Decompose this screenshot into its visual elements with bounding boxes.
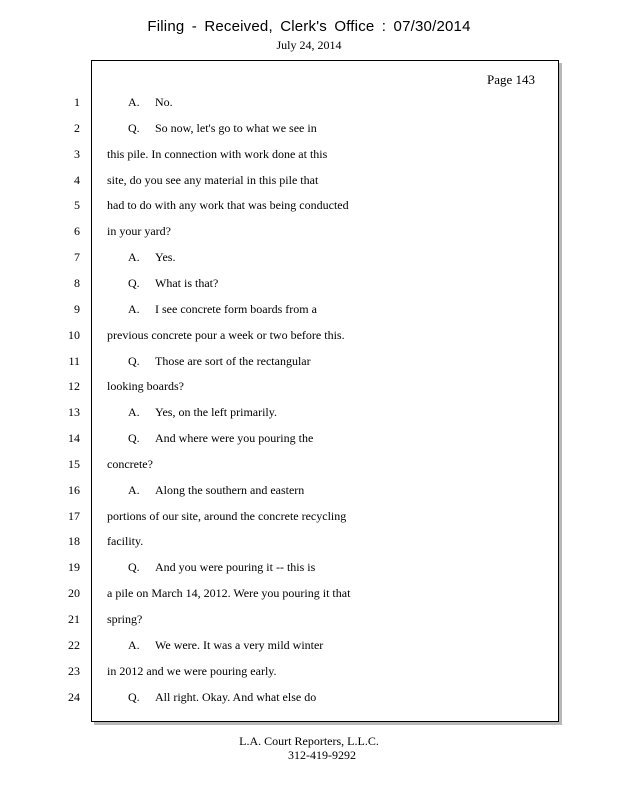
line-number: 12 bbox=[68, 379, 80, 393]
transcript-line bbox=[128, 638, 323, 653]
transcript-line bbox=[107, 379, 184, 394]
transcript-line bbox=[128, 250, 175, 265]
line-text: facility. bbox=[107, 534, 144, 548]
speaker-label: Q. bbox=[128, 121, 140, 135]
line-text: I see concrete form boards from a bbox=[155, 302, 317, 316]
speaker-label: Q. bbox=[128, 690, 140, 704]
speaker-label: A. bbox=[128, 483, 140, 497]
line-text: And where were you pouring the bbox=[155, 431, 314, 445]
line-text: So now, let's go to what we see in bbox=[155, 121, 317, 135]
transcript-line bbox=[128, 121, 317, 136]
line-number: 16 bbox=[68, 483, 80, 497]
speaker-label: A. bbox=[128, 302, 140, 316]
transcript-line bbox=[107, 612, 142, 627]
speaker-label: Q. bbox=[128, 354, 140, 368]
line-number: 6 bbox=[74, 224, 80, 238]
line-number: 17 bbox=[68, 509, 80, 523]
line-number: 13 bbox=[68, 405, 80, 419]
line-text: spring? bbox=[107, 612, 143, 626]
speaker-label: Q. bbox=[128, 560, 140, 574]
line-text: What is that? bbox=[155, 276, 219, 290]
line-text: looking boards? bbox=[107, 379, 184, 393]
line-text: Yes. bbox=[155, 250, 176, 264]
reporter-phone: 312-419-9292 bbox=[288, 748, 356, 762]
transcript-line bbox=[107, 534, 143, 549]
line-text: in your yard? bbox=[107, 224, 171, 238]
transcript-line bbox=[107, 147, 327, 162]
line-text: We were. It was a very mild winter bbox=[155, 638, 324, 652]
line-text: Yes, on the left primarily. bbox=[155, 405, 277, 419]
line-text: And you were pouring it -- this is bbox=[155, 560, 316, 574]
reporter-company: L.A. Court Reporters, L.L.C. bbox=[239, 734, 379, 748]
transcript-line bbox=[128, 560, 315, 575]
transcript-date: July 24, 2014 bbox=[276, 38, 342, 52]
line-number: 11 bbox=[68, 354, 80, 368]
transcript-line bbox=[128, 354, 311, 369]
line-number: 14 bbox=[68, 431, 80, 445]
speaker-label: A. bbox=[128, 95, 140, 109]
transcript-line bbox=[107, 457, 153, 472]
transcript-line bbox=[107, 198, 349, 213]
line-number: 21 bbox=[68, 612, 80, 626]
line-text: site, do you see any material in this pile that bbox=[107, 173, 319, 187]
transcript-line bbox=[107, 586, 350, 601]
line-text: previous concrete pour a week or two before this. bbox=[107, 328, 345, 342]
line-text: a pile on March 14, 2012. Were you pouring it that bbox=[107, 586, 351, 600]
line-text: Along the southern and eastern bbox=[155, 483, 305, 497]
line-number: 24 bbox=[68, 690, 80, 704]
transcript-line bbox=[107, 224, 171, 239]
line-number: 15 bbox=[68, 457, 80, 471]
speaker-label: Q. bbox=[128, 276, 140, 290]
line-number: 7 bbox=[74, 250, 80, 264]
transcript-line bbox=[128, 431, 313, 446]
transcript-line bbox=[107, 509, 346, 524]
line-number: 5 bbox=[74, 198, 80, 212]
filing-stamp: Filing - Received, Clerk's Office : 07/30/2014 bbox=[147, 18, 471, 35]
line-text: portions of our site, around the concrete recycling bbox=[107, 509, 347, 523]
line-text: No. bbox=[155, 95, 173, 109]
line-number: 3 bbox=[74, 147, 80, 161]
line-number: 18 bbox=[68, 534, 80, 548]
line-number: 8 bbox=[74, 276, 80, 290]
transcript-line bbox=[128, 405, 277, 420]
line-number: 4 bbox=[74, 173, 80, 187]
line-text: this pile. In connection with work done at this bbox=[107, 147, 328, 161]
line-number: 2 bbox=[74, 121, 80, 135]
transcript-line bbox=[128, 483, 304, 498]
line-number: 20 bbox=[68, 586, 80, 600]
transcript-line bbox=[128, 302, 317, 317]
speaker-label: A. bbox=[128, 405, 140, 419]
line-text: concrete? bbox=[107, 457, 153, 471]
line-number: 23 bbox=[68, 664, 80, 678]
transcript-line bbox=[107, 173, 318, 188]
page-number: Page 143 bbox=[487, 72, 536, 87]
speaker-label: Q. bbox=[128, 431, 140, 445]
line-number: 22 bbox=[68, 638, 80, 652]
speaker-label: A. bbox=[128, 638, 140, 652]
speaker-label: A. bbox=[128, 250, 140, 264]
line-text: All right. Okay. And what else do bbox=[155, 690, 317, 704]
line-text: had to do with any work that was being conducted bbox=[107, 198, 349, 212]
transcript-line bbox=[128, 276, 218, 291]
line-text: in 2012 and we were pouring early. bbox=[107, 664, 277, 678]
line-number: 10 bbox=[68, 328, 80, 342]
transcript-line bbox=[128, 95, 173, 110]
line-number: 19 bbox=[68, 560, 80, 574]
line-number: 9 bbox=[74, 302, 80, 316]
transcript-line bbox=[128, 690, 316, 705]
line-text: Those are sort of the rectangular bbox=[155, 354, 311, 368]
line-number: 1 bbox=[74, 95, 80, 109]
transcript-line bbox=[107, 664, 277, 679]
transcript-line bbox=[107, 328, 345, 343]
